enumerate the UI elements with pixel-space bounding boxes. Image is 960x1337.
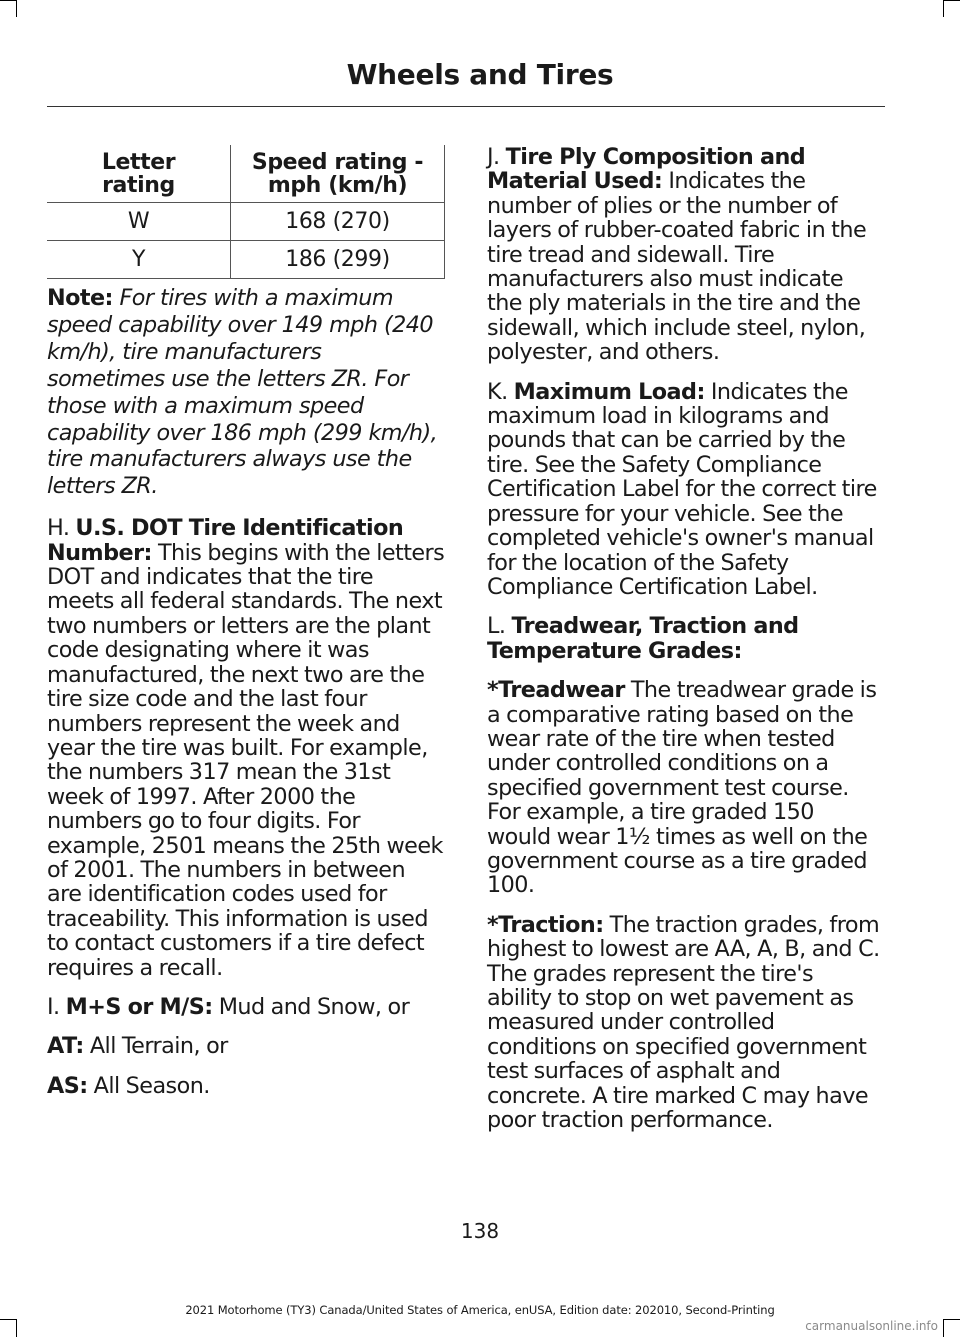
- section-prefix: L.: [487, 613, 506, 640]
- section-traction: [487, 913, 883, 1133]
- section-heading: Treadwear, Traction and Temperature Grades:: [487, 613, 799, 664]
- crop-mark: [943, 0, 944, 17]
- section-h: [47, 516, 445, 980]
- note-text: For tires with a maximum speed capability over 149 mph (240 km/h), tire manufacturers sometimes use the letters ZR. For those with a maximum speed capability over 186 mph (299 km/h), tire manufacturers always use the letters ZR.: [47, 285, 438, 500]
- note-label: Note:: [47, 285, 113, 311]
- section-heading: *Traction:: [487, 911, 604, 938]
- speed-rating-table: [47, 145, 445, 279]
- crop-mark: [0, 1319, 17, 1320]
- left-column: [47, 145, 445, 1113]
- section-k: [487, 380, 883, 600]
- section-text: All Season.: [93, 1072, 210, 1099]
- page-number: 138: [460, 1219, 500, 1243]
- section-prefix: J.: [487, 144, 500, 170]
- table-header-speed: Speed rating - mph (km/h): [231, 145, 445, 203]
- section-prefix: K.: [487, 378, 508, 405]
- section-l: [487, 614, 883, 663]
- section-text: Indicates the maximum load in kilograms and pounds that can be carried by the tire. See the Safety Compliance Certification Label for the correct tire pressure for your vehicle. See the completed vehicle's owner's manual for the location of the Safety Compliance Certification Label.: [487, 378, 877, 600]
- section-heading: U.S. DOT Tire Identification Number:: [47, 515, 404, 566]
- crop-mark: [943, 1319, 944, 1337]
- section-prefix: H.: [47, 515, 70, 542]
- header-divider: [47, 106, 885, 107]
- table-cell-letter: W: [47, 203, 231, 241]
- section-i: [47, 995, 445, 1019]
- section-at: [47, 1034, 445, 1058]
- section-text: This begins with the letters DOT and indicates that the tire meets all federal standards. The next two numbers or letters are the plant code designating where it was manufactured, the next two are the tire size code and the last four numbers represent the week and year the tire was built. For example, the numbers 317 mean the 31st week of 1997. After 2000 the numbers go to four digits. For example, 2501 means the 25th week of 2001. The numbers in between are identification codes used for traceability. This information is used to contact customers if a tire defect requires a recall.: [47, 539, 445, 981]
- crop-mark: [943, 0, 960, 1]
- section-text: Indicates the number of plies or the number of layers of rubber-coated fabric in the tire tread and sidewall. Tire manufacturers also must indicate the ply materials in the tire and the sidewall, which include steel, nylon, polyester, and others.: [487, 168, 867, 366]
- section-as: [47, 1074, 445, 1098]
- table-header-letter: Letter rating: [47, 145, 231, 203]
- section-text: Mud and Snow, or: [218, 993, 410, 1020]
- section-text: The traction grades, from highest to lowest are AA, A, B, and C. The grades represent the tire's ability to stop on wet pavement as measured under controlled conditions on specified government test surfaces of asphalt and concrete. A tire marked C may have poor traction performance.: [487, 911, 880, 1134]
- watermark: carmanualsonline.info: [805, 1319, 938, 1333]
- crop-mark: [0, 0, 17, 1]
- section-heading: Tire Ply Composition and Material Used:: [487, 144, 806, 195]
- crop-mark: [16, 0, 17, 17]
- table-cell-speed: 186 (299): [231, 241, 445, 279]
- section-heading: AS:: [47, 1072, 88, 1099]
- section-heading: M+S or M/S:: [65, 993, 213, 1020]
- table-cell-speed: 168 (270): [231, 203, 445, 241]
- right-column: [487, 145, 883, 1147]
- section-text: The treadwear grade is a comparative rating based on the wear rate of the tire when tested under controlled conditions on a specified government test course. For example, a tire graded 150 would wear 1½ times as well on the government course as a tire graded 100.: [487, 677, 877, 899]
- section-heading: Maximum Load:: [513, 378, 705, 405]
- table-header-row: [47, 145, 445, 203]
- section-heading: *Treadwear: [487, 677, 625, 704]
- edition-line: 2021 Motorhome (TY3) Canada/United States of America, enUSA, Edition date: 202010, Second-Printing: [185, 1303, 775, 1317]
- section-heading: AT:: [47, 1033, 84, 1060]
- crop-mark: [16, 1319, 17, 1337]
- table-cell-letter: Y: [47, 241, 231, 279]
- table-row: [47, 241, 445, 279]
- table-row: [47, 203, 445, 241]
- crop-mark: [943, 1319, 960, 1320]
- section-prefix: I.: [47, 993, 60, 1020]
- section-j: [487, 145, 883, 365]
- section-text: All Terrain, or: [89, 1033, 228, 1060]
- note-paragraph: [47, 285, 445, 500]
- page-title: Wheels and Tires: [346, 58, 614, 91]
- section-treadwear: [487, 678, 883, 898]
